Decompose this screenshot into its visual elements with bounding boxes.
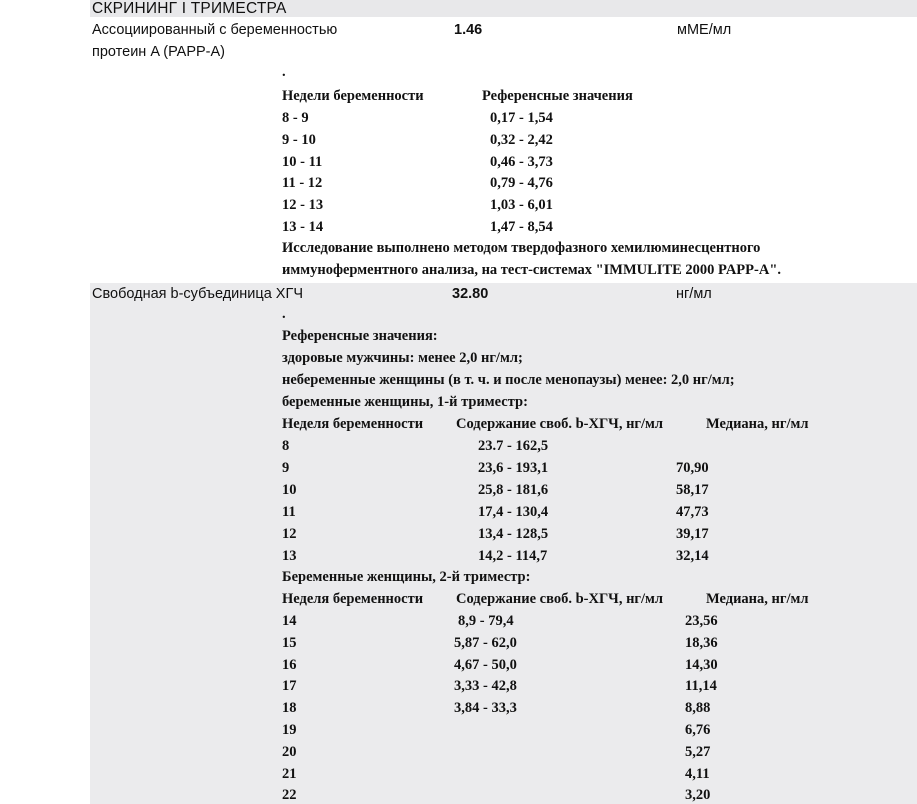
papp-ref-week: 9 - 10 [282, 131, 316, 148]
hcg-tri1-median: 58,17 [676, 482, 709, 498]
hcg-tri2-week: 20 [282, 743, 297, 760]
papp-value: 1.46 [454, 22, 483, 38]
hcg-ref-men: здоровые мужчины: менее 2,0 нг/мл; [282, 350, 523, 366]
hcg-tri1-title: беременные женщины, 1-й триместр: [282, 394, 528, 410]
papp-ref-week: 8 - 9 [282, 110, 309, 126]
papp-unit: мМЕ/мл [677, 22, 732, 38]
papp-ref-range: 1,47 - 8,54 [490, 219, 553, 235]
hcg-tri2-median: 4,11 [685, 765, 710, 782]
hcg-tri2-median: 8,88 [685, 700, 711, 717]
hcg-tri1-range: 23.7 - 162,5 [478, 438, 549, 454]
papp-ref-range: 0,32 - 2,42 [490, 131, 553, 148]
hcg-tri2-header-median: Медиана, нг/мл [706, 591, 809, 607]
hcg-tri2-week: 17 [282, 678, 297, 695]
hcg-tri1-range: 23,6 - 193,1 [478, 460, 549, 476]
papp-dot: . [282, 64, 286, 80]
hcg-tri1-week: 8 [282, 438, 290, 454]
hcg-tri1-header-week: Неделя беременности [282, 416, 424, 432]
papp-ref-week: 12 - 13 [282, 197, 324, 214]
section-title: СКРИНИНГ I ТРИМЕСТРА [90, 0, 917, 17]
hcg-tri2-week: 14 [282, 613, 297, 629]
hcg-tri2-median: 18,36 [685, 634, 718, 651]
hcg-tri1-range: 13,4 - 128,5 [478, 526, 549, 542]
papp-name-line2: протеин A (PAPP-A) [92, 44, 226, 60]
hcg-tri1-header-content: Содержание своб. b-ХГЧ, нг/мл [456, 416, 664, 432]
hcg-tri1-median: 32,14 [676, 548, 709, 564]
hcg-tri2-week: 21 [282, 765, 297, 782]
hcg-tri2-week: 18 [282, 700, 297, 717]
hcg-tri1-median: 47,73 [676, 504, 709, 520]
hcg-ref-nonpregnant: небеременные женщины (в т. ч. и после менопаузы) менее: 2,0 нг/мл; [282, 372, 735, 388]
hcg-tri2-week: 16 [282, 656, 297, 673]
hcg-tri1-week: 10 [282, 482, 297, 498]
papp-ref-week: 10 - 11 [282, 153, 323, 170]
papp-method-line1: Исследование выполнено методом твердофазного хемилюминесцентного [282, 240, 761, 256]
papp-method-line2: иммуноферментного анализа, на тест-системах "IMMULITE 2000 PAPP-A". [282, 262, 781, 278]
hcg-tri2-week: 22 [282, 787, 297, 804]
hcg-value: 32.80 [452, 286, 489, 302]
hcg-tri1-range: 25,8 - 181,6 [478, 482, 549, 498]
hcg-tri2-header-content: Содержание своб. b-ХГЧ, нг/мл [456, 591, 664, 607]
hcg-tri1-week: 9 [282, 460, 290, 476]
hcg-tri1-week: 12 [282, 526, 297, 542]
hcg-tri2-week: 15 [282, 634, 297, 651]
hcg-name: Свободная b-субъединица ХГЧ [92, 286, 303, 302]
papp-ref-range: 1,03 - 6,01 [490, 197, 553, 214]
hcg-tri2-range: 5,87 - 62,0 [454, 634, 517, 651]
papp-ref-week: 13 - 14 [282, 219, 324, 235]
hcg-tri2-range: 3,84 - 33,3 [454, 700, 517, 717]
hcg-tri2-week: 19 [282, 722, 297, 738]
papp-ref-header-values: Референсные значения [482, 88, 633, 104]
hcg-tri1-range: 14,2 - 114,7 [478, 548, 548, 564]
hcg-tri2-range: 8,9 - 79,4 [458, 613, 514, 629]
papp-ref-week: 11 - 12 [282, 175, 323, 192]
hcg-tri1-week: 13 [282, 548, 297, 564]
papp-name-line1: Ассоциированный с беременностью [92, 22, 338, 38]
hcg-tri1-range: 17,4 - 130,4 [478, 504, 549, 520]
hcg-tri2-median: 11,14 [685, 678, 717, 695]
hcg-tri2-median: 3,20 [685, 787, 711, 804]
hcg-tri2-median: 5,27 [685, 743, 711, 760]
hcg-tri1-header-median: Медиана, нг/мл [706, 416, 809, 432]
papp-ref-range: 0,79 - 4,76 [490, 175, 553, 192]
papp-ref-range: 0,46 - 3,73 [490, 153, 553, 170]
hcg-tri2-range: 3,33 - 42,8 [454, 678, 517, 695]
hcg-tri1-week: 11 [282, 504, 296, 520]
papp-ref-range: 0,17 - 1,54 [490, 110, 553, 126]
hcg-unit: нг/мл [676, 286, 712, 302]
hcg-tri1-median: 39,17 [676, 526, 709, 542]
hcg-tri2-range: 4,67 - 50,0 [454, 656, 517, 673]
hcg-tri2-title: Беременные женщины, 2-й триместр: [282, 569, 531, 585]
hcg-tri2-header-week: Неделя беременности [282, 591, 424, 607]
hcg-tri2-median: 14,30 [685, 656, 718, 673]
hcg-tri1-median: 70,90 [676, 460, 709, 476]
hcg-dot: . [282, 306, 286, 322]
papp-ref-header-week: Недели беременности [282, 88, 424, 104]
hcg-tri2-median: 23,56 [685, 613, 718, 629]
hcg-ref-title: Референсные значения: [282, 328, 438, 344]
hcg-tri2-median: 6,76 [685, 722, 711, 738]
